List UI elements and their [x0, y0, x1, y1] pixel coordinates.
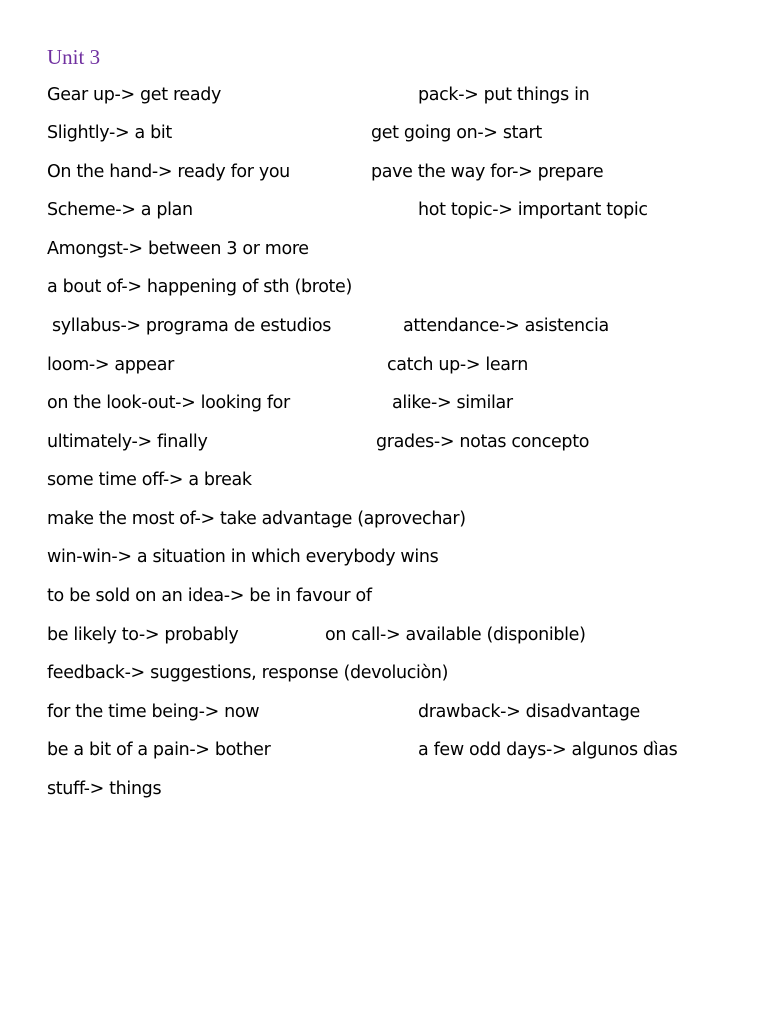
vocabulary-entry: grades-> notas concepto: [376, 432, 590, 452]
vocabulary-line: [0, 660, 768, 688]
vocabulary-entry: for the time being-> now: [47, 702, 260, 722]
vocabulary-line: [0, 274, 768, 302]
vocabulary-line: [0, 313, 768, 341]
vocabulary-entry: pave the way for-> prepare: [371, 162, 604, 182]
vocabulary-line: [0, 506, 768, 534]
vocabulary-entry: Gear up-> get ready: [47, 85, 221, 105]
vocabulary-line: [0, 236, 768, 264]
vocabulary-line: [0, 197, 768, 225]
vocabulary-entry: pack-> put things in: [418, 85, 590, 105]
vocabulary-entry: catch up-> learn: [387, 355, 528, 375]
vocabulary-line: [0, 622, 768, 650]
vocabulary-entry: On the hand-> ready for you: [47, 162, 290, 182]
vocabulary-entry: a bout of-> happening of sth (brote): [47, 277, 352, 297]
vocabulary-entry: on the look-out-> looking for: [47, 393, 290, 413]
vocabulary-entry: Scheme-> a plan: [47, 200, 193, 220]
vocabulary-entry: make the most of-> take advantage (aprovechar): [47, 509, 466, 529]
vocabulary-line: [0, 737, 768, 765]
vocabulary-entry: feedback-> suggestions, response (devoluciòn): [47, 663, 449, 683]
vocabulary-entry: loom-> appear: [47, 355, 174, 375]
vocabulary-entry: some time off-> a break: [47, 470, 252, 490]
vocabulary-line: [0, 544, 768, 572]
vocabulary-entry: a few odd days-> algunos dìas: [418, 740, 678, 760]
vocabulary-line: [0, 390, 768, 418]
vocabulary-line: [0, 467, 768, 495]
vocabulary-entry: be a bit of a pain-> bother: [47, 740, 271, 760]
vocabulary-line: [0, 82, 768, 110]
vocabulary-line: [0, 583, 768, 611]
vocabulary-entry: ultimately-> finally: [47, 432, 208, 452]
vocabulary-entry: alike-> similar: [392, 393, 513, 413]
vocabulary-entry: drawback-> disadvantage: [418, 702, 640, 722]
vocabulary-line: [0, 699, 768, 727]
vocabulary-entry: Slightly-> a bit: [47, 123, 172, 143]
vocabulary-entry: be likely to-> probably: [47, 625, 239, 645]
vocabulary-line: [0, 120, 768, 148]
vocabulary-entry: attendance-> asistencia: [403, 316, 609, 336]
vocabulary-entry: to be sold on an idea-> be in favour of: [47, 586, 372, 606]
vocabulary-entry: win-win-> a situation in which everybody wins: [47, 547, 439, 567]
vocabulary-entry: get going on-> start: [371, 123, 542, 143]
vocabulary-entry: Amongst-> between 3 or more: [47, 239, 309, 259]
vocabulary-entry: on call-> available (disponible): [325, 625, 586, 645]
vocabulary-line: [0, 429, 768, 457]
vocabulary-entry: syllabus-> programa de estudios: [52, 316, 331, 336]
unit-title: Unit 3: [47, 45, 101, 69]
vocabulary-line: [0, 776, 768, 804]
vocabulary-line: [0, 159, 768, 187]
vocabulary-line: [0, 352, 768, 380]
vocabulary-entry: stuff-> things: [47, 779, 162, 799]
vocabulary-entry: hot topic-> important topic: [418, 200, 648, 220]
